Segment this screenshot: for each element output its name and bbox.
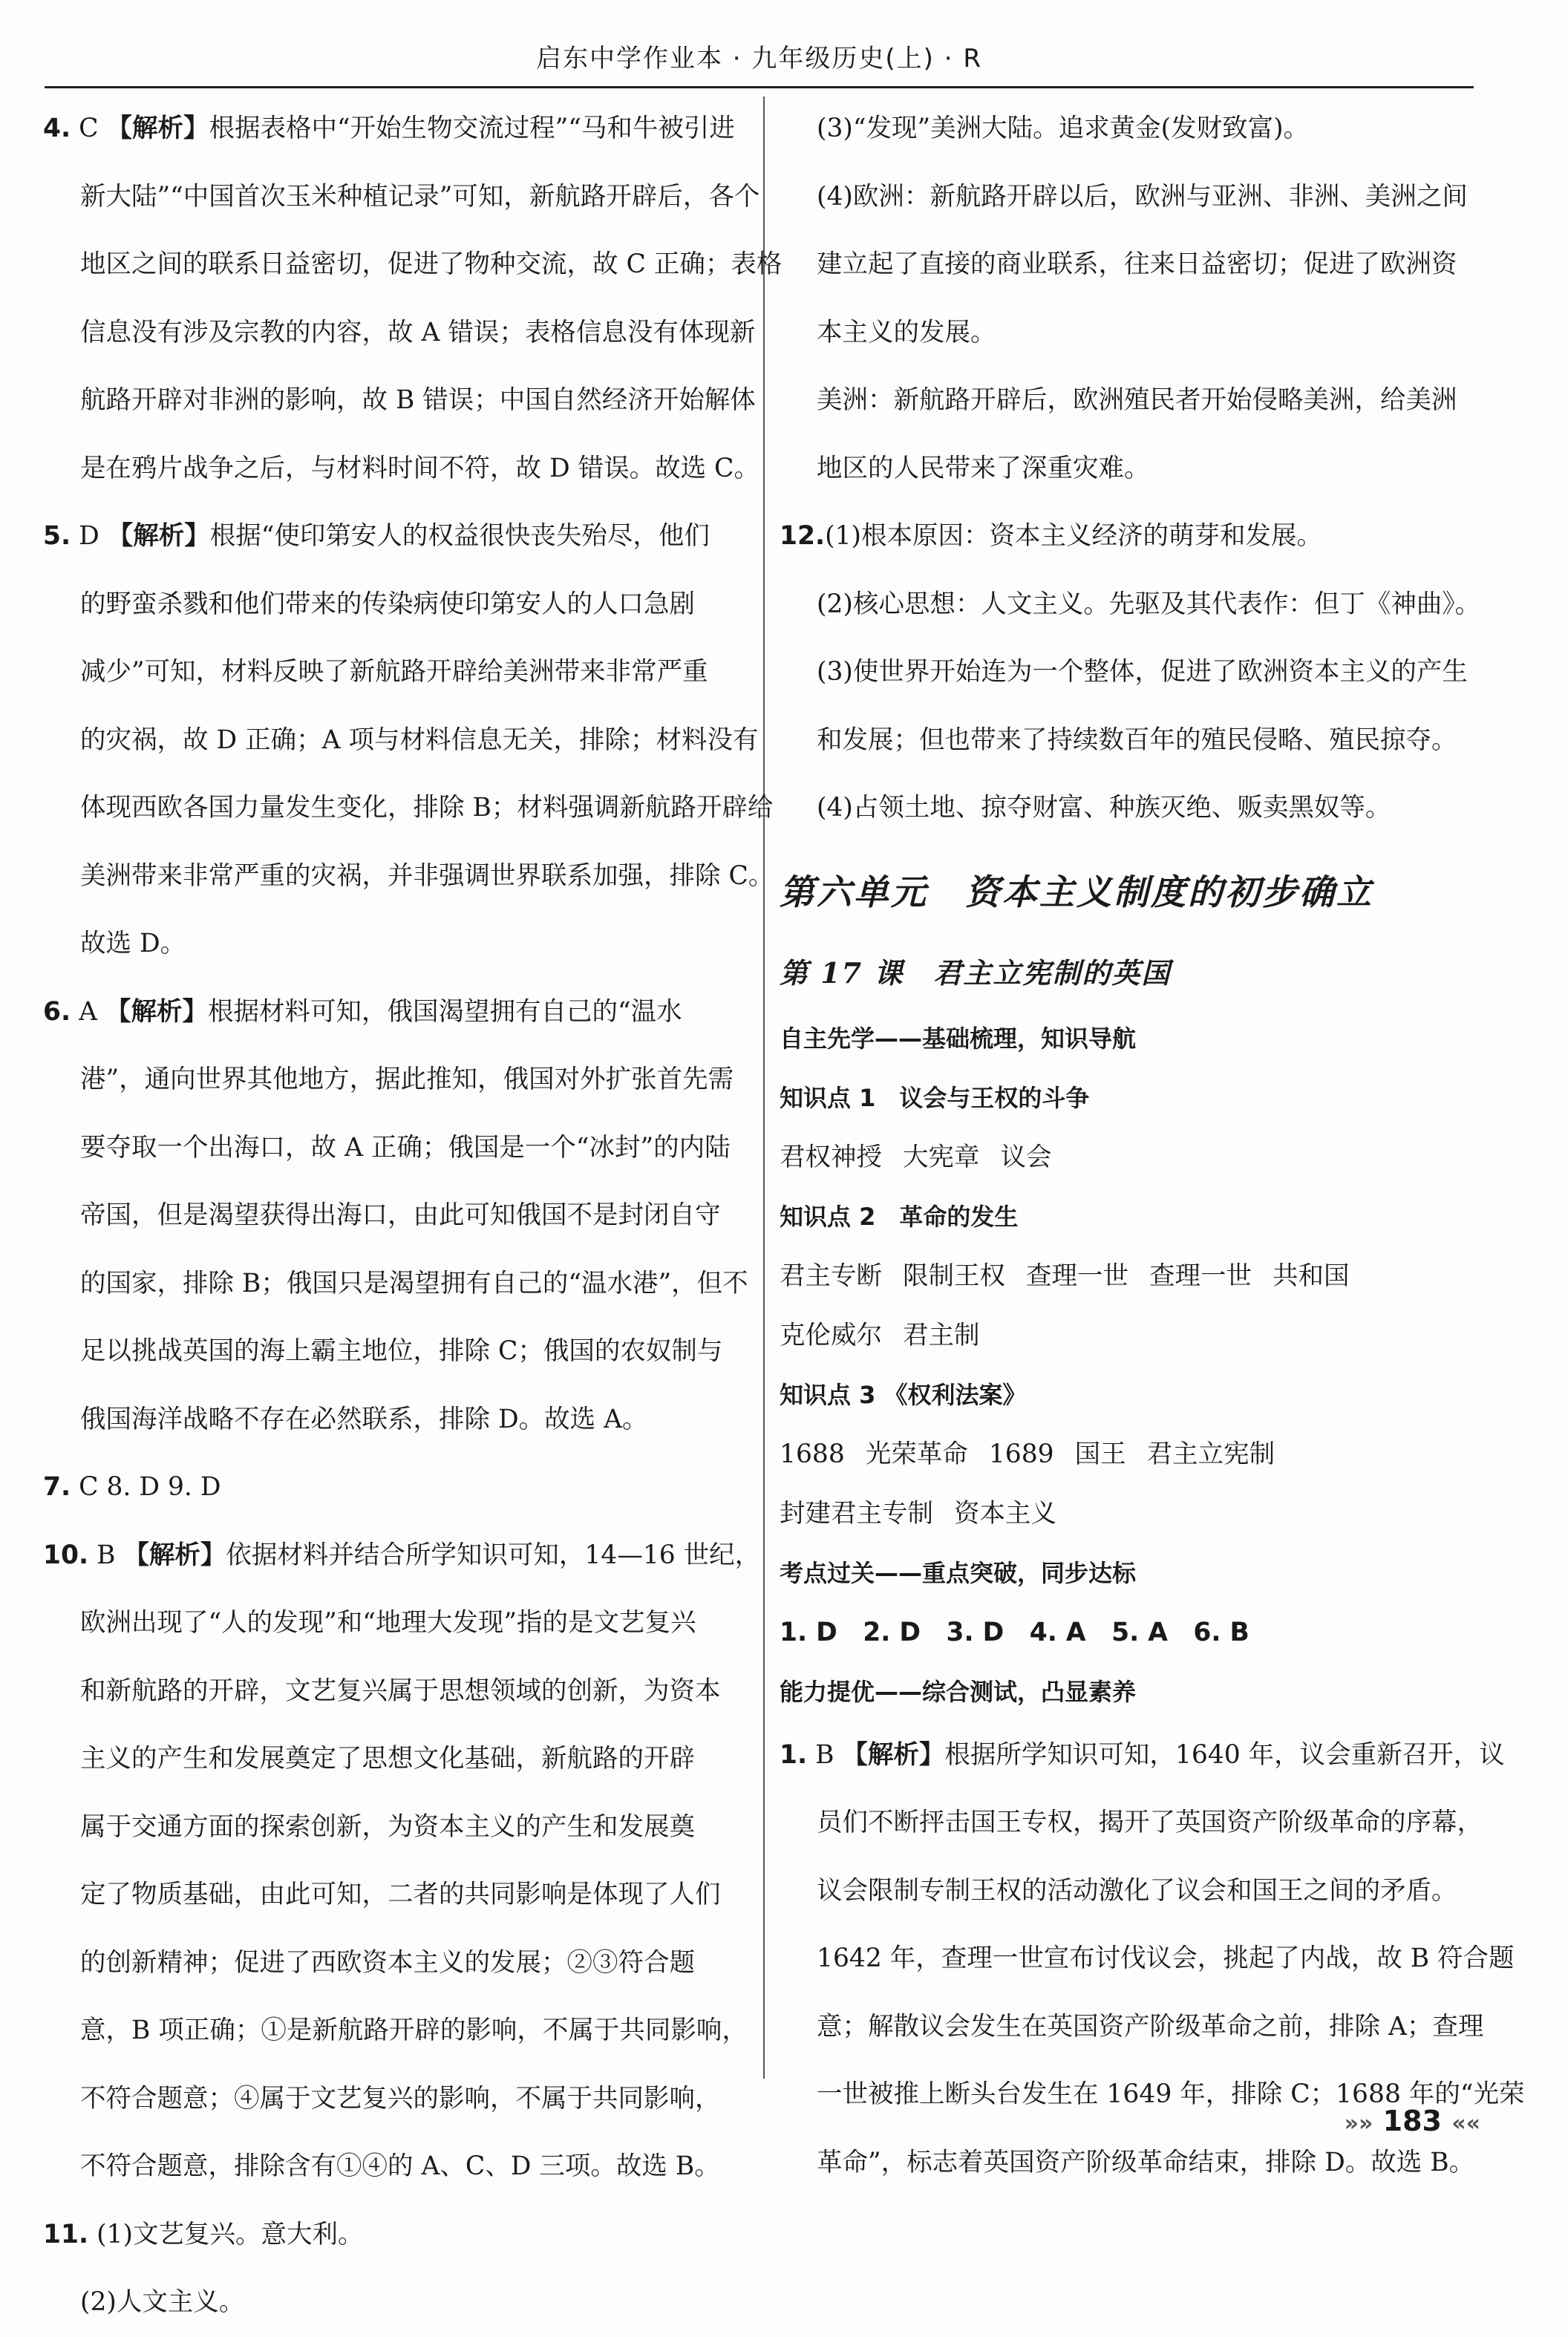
- analysis-text: 属于交通方面的探索创新，为资本主义的产生和发展奠: [80, 1811, 695, 1842]
- answer-row: 1688 光荣革命 1689 国王 君主立宪制: [780, 1439, 1275, 1469]
- analysis-tag: 【解析】: [107, 521, 210, 551]
- analysis-text: 根据“使印第安人的权益很快丧失殆尽，他们: [209, 521, 710, 551]
- answer-entry: [43, 1454, 745, 1522]
- answer-entry: [43, 1522, 761, 2201]
- answer-text: (4)欧洲：新航路开辟以后，欧洲与亚洲、非洲、美洲之间: [817, 181, 1468, 212]
- answer-text: 美洲：新航路开辟后，欧洲殖民者开始侵略美洲，给美洲: [817, 385, 1457, 415]
- analysis-text: 体现西欧各国力量发生变化，排除 B；材料强调新航路开辟给: [80, 793, 774, 823]
- answer-entry: [43, 95, 783, 503]
- answer-12: 12.(1)根本原因：资本主义经济的萌芽和发展。 (2)核心思想：人文主义。先驱及其代表作：但丁《神曲》。 (3)使世界开始连为一个整体，促进了欧洲资本主义的产生 和发展；但也带来了持续数百年的殖民侵略、殖民掠夺。 (4)占领土地、掠夺财富、种族灭绝、贩卖黑奴等。: [780, 521, 1481, 823]
- analysis-text: 的创新精神；促进了西欧资本主义的发展；②③符合题: [80, 1947, 695, 1978]
- analysis-text: 根据表格中“开始生物交流过程”“马和牛被引进: [209, 114, 735, 143]
- answer-number: 6.: [43, 996, 71, 1027]
- answer-text: 地区的人民带来了深重灾难。: [817, 453, 1150, 483]
- left-column: [43, 95, 783, 2337]
- answer-choice: C: [79, 114, 99, 143]
- analysis-tag: 【解析】: [123, 1540, 226, 1570]
- analysis-text: 和新航路的开辟，文艺复兴属于思想领域的创新，为资本: [80, 1676, 721, 1706]
- analysis-text: 不符合题意；④属于文艺复兴的影响，不属于共同影响，: [80, 2083, 721, 2114]
- analysis-text: 要夺取一个出海口，故 A 正确；俄国是一个“冰封”的内陆: [80, 1132, 731, 1163]
- analysis-text: 足以挑战英国的海上霸主地位，排除 C；俄国的农奴制与: [80, 1336, 723, 1366]
- column-divider: [763, 97, 765, 2079]
- analysis-text: 定了物质基础，由此可知，二者的共同影响是体现了人们: [80, 1880, 721, 1909]
- analysis-text: 帝国，但是渴望获得出海口，由此可知俄国不是封闭自守: [80, 1200, 721, 1230]
- analysis-text: 故选 D。: [80, 929, 186, 958]
- analysis-text: 的国家，排除 B；俄国只是渴望拥有自己的“温水港”，但不: [80, 1268, 748, 1298]
- section-heading: 考点过关——重点突破，同步达标: [780, 1558, 1137, 1587]
- answer-text: (3)“发现”美洲大陆。追求黄金(发财致富)。: [817, 114, 1310, 143]
- answer-choice: B: [97, 1540, 116, 1570]
- analysis-tag: 【解析】: [106, 114, 209, 143]
- analysis-text: 地区之间的联系日益密切，促进了物种交流，故 C 正确；表格: [80, 249, 783, 279]
- answer-number: 5.: [43, 521, 71, 551]
- analysis-text: 港”，通向世界其他地方，据此推知，俄国对外扩张首先需: [80, 1065, 734, 1094]
- page-number: »» 183 ««: [1344, 2105, 1480, 2137]
- answer-text: 本主义的发展。: [817, 317, 996, 347]
- analysis-text: 根据材料可知，俄国渴望拥有自己的“温水: [207, 996, 682, 1027]
- page-header: [45, 33, 1474, 88]
- knowledge-point-2: 知识点 2 革命的发生: [780, 1202, 1019, 1231]
- answer-number: 10.: [43, 1540, 89, 1570]
- section-heading: 自主先学——基础梳理，知识导航: [780, 1024, 1137, 1053]
- analysis-text: 的灾祸，故 D 正确；A 项与材料信息无关，排除；材料没有: [80, 725, 759, 755]
- analysis-text: 是在鸦片战争之后，与材料时间不符，故 D 错误。故选 C。: [80, 453, 760, 483]
- answer-row: 君权神授 大宪章 议会: [780, 1142, 1052, 1172]
- answer-entry: [43, 2201, 745, 2337]
- arrow-icon: ««: [1451, 2111, 1480, 2137]
- section-heading: 能力提优——综合测试，凸显素养: [780, 1677, 1137, 1706]
- answer-choice: (1)文艺复兴。意大利。: [97, 2219, 364, 2249]
- ability-answer-1: 1. B 【解析】根据所学知识可知，1640 年，议会重新召开，议 员们不断抨击国王专权，揭开了英国资产阶级革命的序幕， 议会限制专制王权的活动激化了议会和国王之间的矛盾。 1642 年，查理一世宣布讨伐议会，挑起了内战，故 B 符合题 意；解散议会发生在英国资产阶级革命之前，排除 A；查理 一世被推上断头台发生在 1649 年，排除 C；1688 年的“光荣 革命”，标志着英国资产阶级革命结束，排除 D。故选 B。: [780, 1739, 1525, 2177]
- answer-entry: [43, 978, 748, 1454]
- analysis-text: 信息没有涉及宗教的内容，故 A 错误；表格信息没有体现新: [80, 317, 756, 347]
- knowledge-point-1: 知识点 1 议会与王权的斗争: [780, 1083, 1090, 1112]
- answer-choice: D: [79, 521, 99, 551]
- answer-choice: C 8. D 9. D: [79, 1472, 221, 1502]
- header-title: 启东中学作业本 · 九年级历史(上) · R: [529, 44, 990, 73]
- right-column: [780, 95, 1525, 2197]
- analysis-text: 减少”可知，材料反映了新航路开辟给美洲带来非常严重: [80, 657, 708, 687]
- analysis-text: 新大陆”“中国首次玉米种植记录”可知，新航路开辟后，各个: [80, 181, 760, 212]
- arrow-icon: »»: [1344, 2111, 1373, 2137]
- answer-entry: [43, 503, 774, 978]
- analysis-text: 意，B 项正确；①是新航路开辟的影响，不属于共同影响，: [80, 2016, 748, 2045]
- analysis-text: 依据材料并结合所学知识可知，14—16 世纪，: [226, 1540, 761, 1570]
- analysis-text: 俄国海洋战略不存在必然联系，排除 D。故选 A。: [80, 1404, 648, 1434]
- analysis-text: 主义的产生和发展奠定了思想文化基础，新航路的开辟: [80, 1744, 695, 1774]
- answer-row: 君主专断 限制王权 查理一世 查理一世 共和国: [780, 1261, 1350, 1291]
- answer-number: 4.: [43, 114, 71, 143]
- answer-number: 7.: [43, 1472, 71, 1502]
- analysis-text: 不符合题意，排除含有①④的 A、C、D 三项。故选 B。: [80, 2151, 720, 2181]
- answer-text: 建立起了直接的商业联系，往来日益密切；促进了欧洲资: [817, 249, 1457, 279]
- analysis-text: 欧洲出现了“人的发现”和“地理大发现”指的是文艺复兴: [80, 1608, 696, 1638]
- answer-row: 克伦威尔 君主制: [780, 1320, 980, 1350]
- unit-title: 第六单元 资本主义制度的初步确立: [780, 872, 1373, 913]
- analysis-text: (2)人文主义。: [80, 2287, 245, 2317]
- analysis-tag: 【解析】: [105, 996, 208, 1027]
- answer-row: 1. D 2. D 3. D 4. A 5. A 6. B: [780, 1617, 1250, 1647]
- lesson-title: 第 17 课 君主立宪制的英国: [780, 955, 1172, 990]
- answer-row: 封建君主专制 资本主义: [780, 1498, 1056, 1529]
- analysis-text: 的野蛮杀戮和他们带来的传染病使印第安人的人口急剧: [80, 589, 695, 619]
- knowledge-point-3: 知识点 3 《权利法案》: [780, 1380, 1027, 1409]
- answer-choice: A: [79, 996, 98, 1027]
- analysis-text: 美洲带来非常严重的灾祸，并非强调世界联系加强，排除 C。: [80, 860, 774, 891]
- answer-number: 12.: [780, 521, 826, 551]
- analysis-text: 航路开辟对非洲的影响，故 B 错误；中国自然经济开始解体: [80, 385, 756, 415]
- answer-number: 11.: [43, 2219, 89, 2249]
